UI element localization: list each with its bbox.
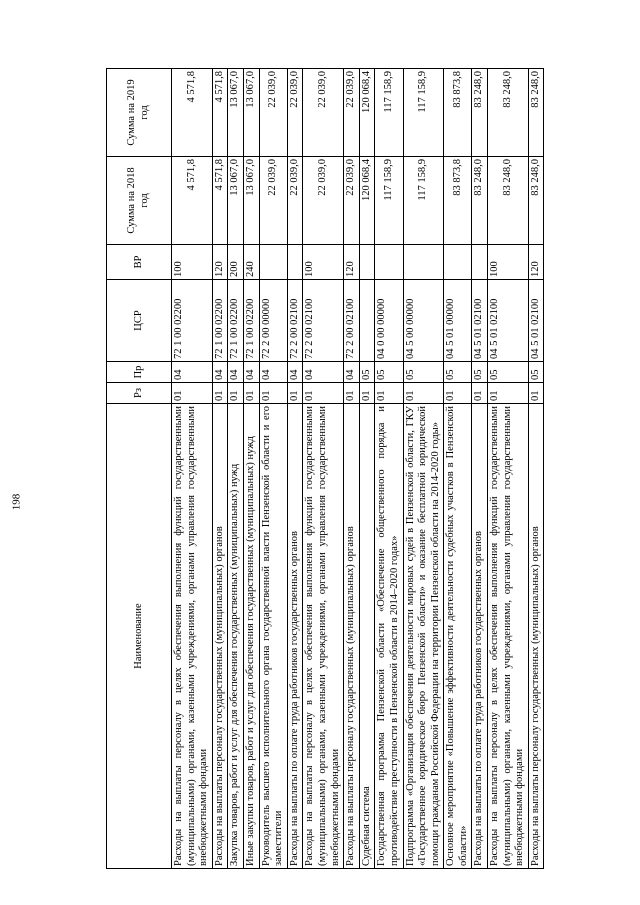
cell-pr: 04 <box>243 362 259 383</box>
cell-name: Расходы на выплаты персоналу в целях обеспечения выполнения функций государственными (муниципальными) органами, казенными учреждениями, органами управления государственными внебюджетными фондами <box>488 404 529 869</box>
cell-sum-2018: 117 158,9 <box>375 157 403 245</box>
cell-sum-2019: 83 248,0 <box>528 69 544 157</box>
table-row <box>444 69 472 869</box>
header-rz: Рз <box>107 383 172 404</box>
table-row <box>212 69 228 869</box>
cell-sum-2019: 83 248,0 <box>472 69 488 157</box>
cell-rz: 01 <box>528 383 544 404</box>
cell-name: Расходы на выплаты персоналу в целях обеспечения выполнения функций государственными (муниципальными) органами, казенными учреждениями, органами управления государственными внебюджетными фондами <box>172 404 213 869</box>
page-number <box>8 488 24 516</box>
cell-pr: 05 <box>472 362 488 383</box>
cell-name: Расходы на выплаты по оплате труда работников государственных органов <box>287 404 303 869</box>
cell-sum-2018: 4 571,8 <box>172 157 213 245</box>
cell-name: Судебная система <box>359 404 375 869</box>
cell-sum-2018: 83 248,0 <box>528 157 544 245</box>
cell-rz: 01 <box>303 383 344 404</box>
cell-vr: 200 <box>228 245 244 280</box>
cell-csr: 72 2 00 02100 <box>287 280 303 362</box>
cell-name: Расходы на выплаты по оплате труда работников государственных органов <box>472 404 488 869</box>
cell-name: Подпрограмма «Организация обеспечения деятельности мировых судей в Пензенской области, ГКУ «Государственное юридическое бюро Пензенской области» и оказание бесплатной юридической помощи гражданам Российской Федерации на территории Пензенской области на 2014-2020 годы» <box>403 404 444 869</box>
cell-sum-2019: 4 571,8 <box>212 69 228 157</box>
cell-name: Государственная программа Пензенской области «Обеспечение общественного порядка и противодействие преступности в Пензенской области в 2014–2020 годах» <box>375 404 403 869</box>
cell-pr: 05 <box>444 362 472 383</box>
cell-rz: 01 <box>344 383 360 404</box>
cell-rz: 01 <box>172 383 213 404</box>
table-row <box>243 69 259 869</box>
table-row <box>172 69 213 869</box>
cell-name: Расходы на выплаты персоналу государственных (муниципальных) органов <box>528 404 544 869</box>
cell-rz: 01 <box>212 383 228 404</box>
cell-pr: 04 <box>212 362 228 383</box>
cell-csr: 72 1 00 02200 <box>228 280 244 362</box>
cell-sum-2018: 4 571,8 <box>212 157 228 245</box>
cell-pr: 04 <box>344 362 360 383</box>
table-row <box>375 69 403 869</box>
cell-sum-2018: 13 067,0 <box>243 157 259 245</box>
cell-csr: 04 5 00 00000 <box>403 280 444 362</box>
cell-name: Иные закупки товаров, работ и услуг для обеспечения государственных (муниципальных) нужд <box>243 404 259 869</box>
cell-sum-2018: 120 068,4 <box>359 157 375 245</box>
header-vr: ВР <box>107 245 172 280</box>
table-row <box>259 69 287 869</box>
header-csr: ЦСР <box>107 280 172 362</box>
cell-rz: 01 <box>375 383 403 404</box>
cell-pr: 05 <box>528 362 544 383</box>
cell-csr: 72 1 00 02200 <box>212 280 228 362</box>
cell-csr: 72 2 00 02100 <box>303 280 344 362</box>
cell-vr: 120 <box>212 245 228 280</box>
cell-csr: 72 2 00 02100 <box>344 280 360 362</box>
cell-rz: 01 <box>444 383 472 404</box>
cell-sum-2018: 83 248,0 <box>488 157 529 245</box>
cell-vr: 120 <box>344 245 360 280</box>
cell-rz: 01 <box>488 383 529 404</box>
cell-rz: 01 <box>287 383 303 404</box>
cell-vr: 100 <box>488 245 529 280</box>
cell-sum-2019: 13 067,0 <box>243 69 259 157</box>
cell-vr: 100 <box>172 245 213 280</box>
cell-vr <box>259 245 287 280</box>
table-row <box>303 69 344 869</box>
table-row <box>528 69 544 869</box>
cell-vr <box>287 245 303 280</box>
cell-sum-2019: 83 873,8 <box>444 69 472 157</box>
cell-pr: 04 <box>303 362 344 383</box>
cell-sum-2019: 13 067,0 <box>228 69 244 157</box>
cell-sum-2019: 22 039,0 <box>344 69 360 157</box>
cell-vr <box>403 245 444 280</box>
cell-rz: 01 <box>243 383 259 404</box>
table-row <box>228 69 244 869</box>
cell-sum-2019: 117 158,9 <box>375 69 403 157</box>
cell-rz: 01 <box>228 383 244 404</box>
cell-csr: 04 5 01 02100 <box>488 280 529 362</box>
table-row <box>403 69 444 869</box>
cell-sum-2019: 22 039,0 <box>303 69 344 157</box>
cell-pr: 04 <box>259 362 287 383</box>
cell-name: Расходы на выплаты персоналу государственных (муниципальных) органов <box>344 404 360 869</box>
cell-vr: 240 <box>243 245 259 280</box>
cell-pr: 04 <box>228 362 244 383</box>
cell-rz: 01 <box>359 383 375 404</box>
cell-sum-2018: 22 039,0 <box>287 157 303 245</box>
cell-csr: 72 1 00 02200 <box>172 280 213 362</box>
cell-vr <box>359 245 375 280</box>
cell-sum-2019: 83 248,0 <box>488 69 529 157</box>
table-row <box>344 69 360 869</box>
cell-vr: 120 <box>528 245 544 280</box>
cell-sum-2018: 22 039,0 <box>259 157 287 245</box>
cell-name: Руководитель высшего исполнительного органа государственной власти Пензенской области и его заместители <box>259 404 287 869</box>
cell-csr: 04 0 00 00000 <box>375 280 403 362</box>
cell-name: Расходы на выплаты персоналу государственных (муниципальных) органов <box>212 404 228 869</box>
cell-pr: 05 <box>375 362 403 383</box>
page-number-text: 198 <box>10 493 22 511</box>
table-header-row <box>107 69 172 869</box>
cell-sum-2018: 13 067,0 <box>228 157 244 245</box>
cell-sum-2019: 120 068,4 <box>359 69 375 157</box>
cell-rz: 01 <box>403 383 444 404</box>
cell-name: Основное мероприятие «Повышение эффективности деятельности судебных участков в Пензенской области» <box>444 404 472 869</box>
cell-name: Закупка товаров, работ и услуг для обеспечения государственных (муниципальных) нужд <box>228 404 244 869</box>
table-row <box>287 69 303 869</box>
cell-csr: 04 5 01 02100 <box>472 280 488 362</box>
cell-vr: 100 <box>303 245 344 280</box>
cell-rz: 01 <box>259 383 287 404</box>
cell-vr <box>444 245 472 280</box>
cell-sum-2019: 22 039,0 <box>287 69 303 157</box>
header-name: Наименование <box>107 404 172 869</box>
cell-pr: 05 <box>403 362 444 383</box>
header-sum-2019: Сумма на 2019 год <box>107 69 172 157</box>
cell-vr <box>375 245 403 280</box>
cell-csr: 04 5 01 02100 <box>528 280 544 362</box>
cell-sum-2018: 22 039,0 <box>303 157 344 245</box>
budget-table <box>106 68 544 869</box>
cell-csr <box>359 280 375 362</box>
cell-sum-2019: 22 039,0 <box>259 69 287 157</box>
cell-sum-2018: 83 248,0 <box>472 157 488 245</box>
cell-sum-2019: 4 571,8 <box>172 69 213 157</box>
cell-csr: 72 2 00 00000 <box>259 280 287 362</box>
header-sum-2018: Сумма на 2018 год <box>107 157 172 245</box>
cell-sum-2019: 117 158,9 <box>403 69 444 157</box>
cell-sum-2018: 117 158,9 <box>403 157 444 245</box>
table-row <box>359 69 375 869</box>
table-row <box>488 69 529 869</box>
table-row <box>472 69 488 869</box>
cell-csr: 72 1 00 02200 <box>243 280 259 362</box>
table-body <box>172 69 544 869</box>
cell-pr: 04 <box>172 362 213 383</box>
cell-csr: 04 5 01 00000 <box>444 280 472 362</box>
cell-sum-2018: 22 039,0 <box>344 157 360 245</box>
header-pr: Пр <box>107 362 172 383</box>
rotated-table-container <box>106 69 566 869</box>
cell-pr: 05 <box>488 362 529 383</box>
cell-pr: 05 <box>359 362 375 383</box>
cell-pr: 04 <box>287 362 303 383</box>
cell-name: Расходы на выплаты персоналу в целях обеспечения выполнения функций государственными (муниципальными) органами, казенными учреждениями, органами управления государственными внебюджетными фондами <box>303 404 344 869</box>
cell-vr <box>472 245 488 280</box>
cell-sum-2018: 83 873,8 <box>444 157 472 245</box>
cell-rz: 01 <box>472 383 488 404</box>
